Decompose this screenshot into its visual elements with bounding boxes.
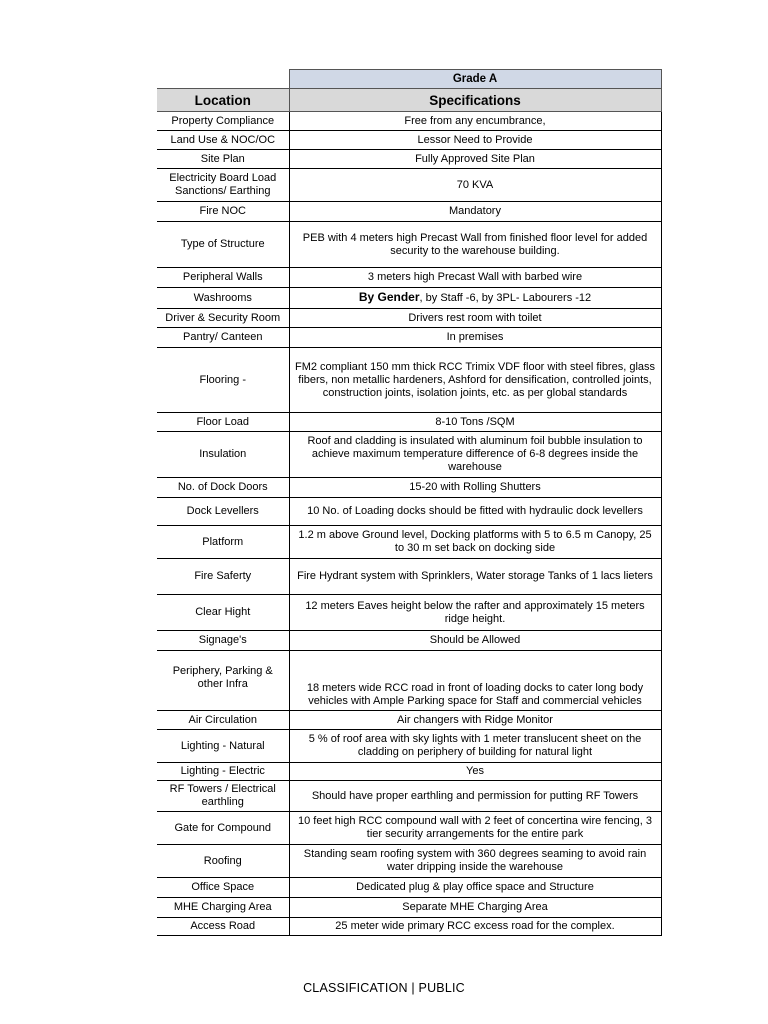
location-cell: Pantry/ Canteen [157, 328, 289, 348]
table-row [157, 526, 661, 559]
table-row [157, 112, 661, 131]
location-cell: MHE Charging Area [157, 898, 289, 918]
specification-cell: FM2 compliant 150 mm thick RCC Trimix VDF floor with steel fibres, glass fibers, non metallic hardeners, Ashford for densification, controlled joints, construction joints, isolation joints, etc. as per global standards [289, 348, 661, 413]
table-row [157, 918, 661, 936]
table-row [157, 348, 661, 413]
location-cell: Land Use & NOC/OC [157, 131, 289, 150]
specification-cell: Standing seam roofing system with 360 degrees seaming to avoid rain water dripping inside the warehouse [289, 845, 661, 878]
specification-emphasis: By Gender [358, 290, 420, 304]
location-cell: RF Towers / Electrical earthling [157, 781, 289, 812]
specification-cell: In premises [289, 328, 661, 348]
location-cell: Insulation [157, 432, 289, 478]
location-cell: Clear Hight [157, 595, 289, 631]
table-row [157, 498, 661, 526]
specification-cell: Should have proper earthling and permission for putting RF Towers [289, 781, 661, 812]
specification-cell: Should be Allowed [289, 631, 661, 651]
classification-footer: CLASSIFICATION | PUBLIC [303, 981, 465, 995]
location-cell: No. of Dock Doors [157, 478, 289, 498]
specification-cell: 3 meters high Precast Wall with barbed wire [289, 268, 661, 288]
table-row [157, 432, 661, 478]
specification-cell: 5 % of roof area with sky lights with 1 meter translucent sheet on the cladding on periphery of building for natural light [289, 730, 661, 763]
table-row [157, 651, 661, 711]
specification-cell: 70 KVA [289, 169, 661, 202]
table-row [157, 631, 661, 651]
table-row [157, 309, 661, 328]
specification-cell: Yes [289, 763, 661, 781]
location-cell: Lighting - Natural [157, 730, 289, 763]
specification-cell: Separate MHE Charging Area [289, 898, 661, 918]
table-row [157, 595, 661, 631]
table-row [157, 150, 661, 169]
grade-spacer [157, 70, 289, 89]
table-row [157, 169, 661, 202]
table-row [157, 413, 661, 432]
location-cell: Floor Load [157, 413, 289, 432]
table-row [157, 222, 661, 268]
location-cell: Roofing [157, 845, 289, 878]
location-cell: Access Road [157, 918, 289, 936]
table-row [157, 878, 661, 898]
location-cell: Lighting - Electric [157, 763, 289, 781]
table-row [157, 328, 661, 348]
table-row [157, 898, 661, 918]
specification-cell: 1.2 m above Ground level, Docking platforms with 5 to 6.5 m Canopy, 25 to 30 m set back on docking side [289, 526, 661, 559]
specification-cell: 25 meter wide primary RCC excess road for the complex. [289, 918, 661, 936]
location-cell: Fire NOC [157, 202, 289, 222]
table-row [157, 268, 661, 288]
location-cell: Property Compliance [157, 112, 289, 131]
column-header-row [157, 89, 661, 112]
location-cell: Type of Structure [157, 222, 289, 268]
location-cell: Flooring - [157, 348, 289, 413]
specification-cell: Free from any encumbrance, [289, 112, 661, 131]
specification-cell: PEB with 4 meters high Precast Wall from finished floor level for added security to the warehouse building. [289, 222, 661, 268]
specification-cell: 12 meters Eaves height below the rafter and approximately 15 meters ridge height. [289, 595, 661, 631]
table-row [157, 559, 661, 595]
specifications-column-header: Specifications [289, 89, 661, 112]
table-row [157, 730, 661, 763]
location-cell: Driver & Security Room [157, 309, 289, 328]
location-cell: Dock Levellers [157, 498, 289, 526]
location-cell: Washrooms [157, 288, 289, 309]
location-cell: Air Circulation [157, 711, 289, 730]
location-cell: Site Plan [157, 150, 289, 169]
table-row [157, 202, 661, 222]
table-row [157, 763, 661, 781]
specification-cell: Fully Approved Site Plan [289, 150, 661, 169]
specification-cell [289, 288, 661, 309]
location-cell: Peripheral Walls [157, 268, 289, 288]
grade-header: Grade A [289, 70, 661, 89]
location-cell: Platform [157, 526, 289, 559]
location-column-header: Location [157, 89, 289, 112]
table-row [157, 131, 661, 150]
specification-cell: 8-10 Tons /SQM [289, 413, 661, 432]
table-row [157, 478, 661, 498]
grade-row [157, 70, 661, 89]
specification-cell: 18 meters wide RCC road in front of loading docks to cater long body vehicles with Ample Parking space for Staff and commercial vehicles [289, 651, 661, 711]
specification-text: , by Staff -6, by 3PL- Labourers -12 [419, 292, 592, 304]
specification-cell: Fire Hydrant system with Sprinklers, Water storage Tanks of 1 lacs lieters [289, 559, 661, 595]
specification-cell: Roof and cladding is insulated with aluminum foil bubble insulation to achieve maximum temperature difference of 6-8 degrees inside the warehouse [289, 432, 661, 478]
location-cell: Periphery, Parking & other Infra [157, 651, 289, 711]
table-row [157, 711, 661, 730]
specification-cell: Air changers with Ridge Monitor [289, 711, 661, 730]
specification-cell: 10 No. of Loading docks should be fitted with hydraulic dock levellers [289, 498, 661, 526]
table-row [157, 812, 661, 845]
table-row [157, 288, 661, 309]
location-cell: Gate for Compound [157, 812, 289, 845]
specification-cell: 15-20 with Rolling Shutters [289, 478, 661, 498]
specification-cell: 10 feet high RCC compound wall with 2 feet of concertina wire fencing, 3 tier security arrangements for the entire park [289, 812, 661, 845]
specification-cell: Dedicated plug & play office space and Structure [289, 878, 661, 898]
specifications-table [157, 69, 662, 936]
location-cell: Fire Saferty [157, 559, 289, 595]
location-cell: Signage's [157, 631, 289, 651]
table-row [157, 781, 661, 812]
specification-cell: Drivers rest room with toilet [289, 309, 661, 328]
location-cell: Electricity Board Load Sanctions/ Earthing [157, 169, 289, 202]
location-cell: Office Space [157, 878, 289, 898]
specification-cell: Mandatory [289, 202, 661, 222]
table-row [157, 845, 661, 878]
specification-cell: Lessor Need to Provide [289, 131, 661, 150]
